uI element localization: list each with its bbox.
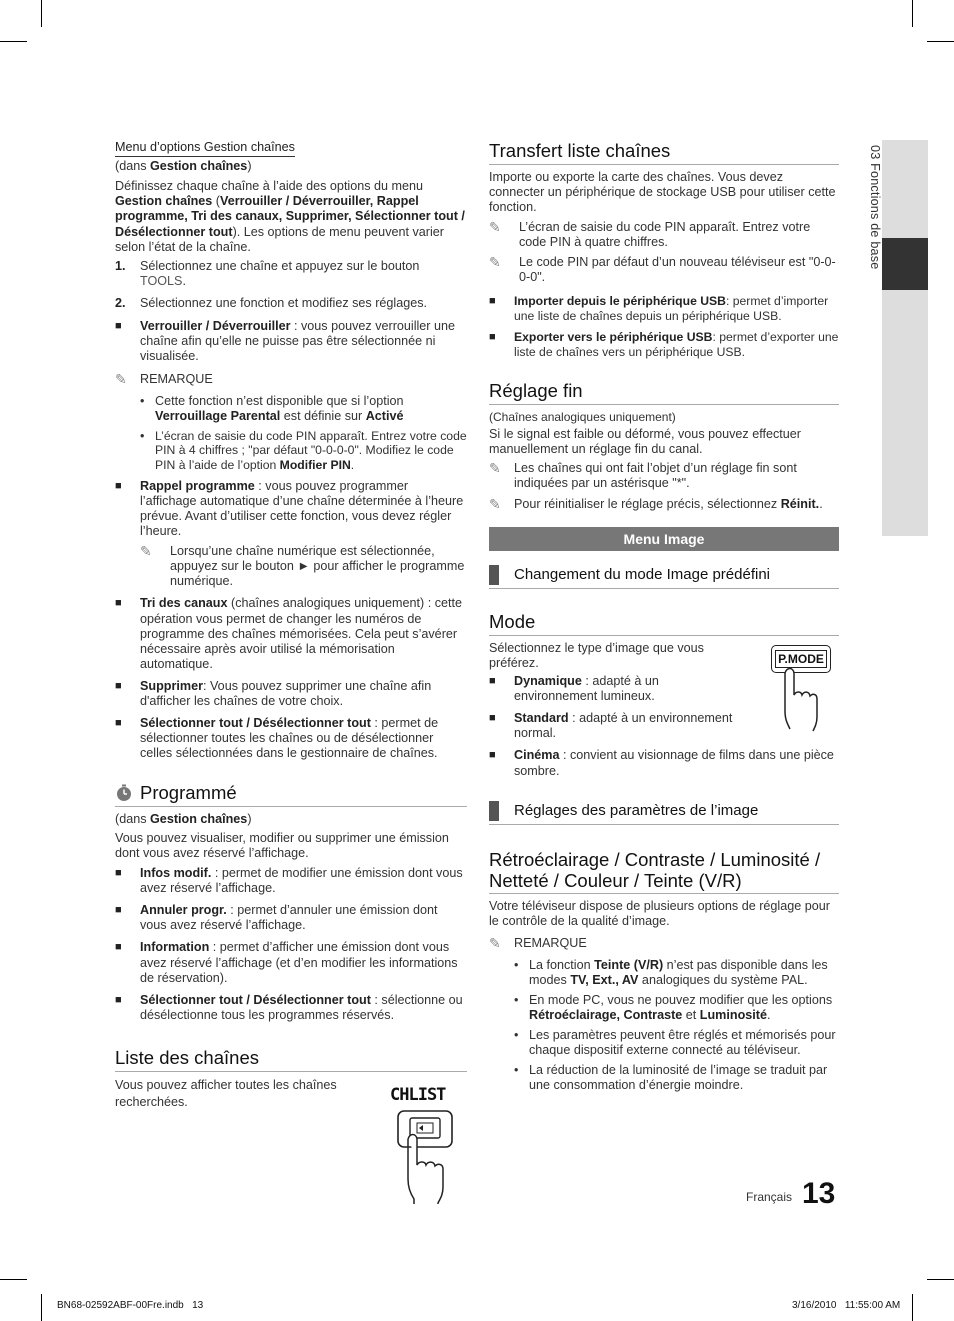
transfert-heading: Transfert liste chaînes <box>489 140 839 165</box>
menu-image-banner: Menu Image <box>489 527 839 551</box>
retro-intro: Votre téléviseur dispose de plusieurs options de réglage pour le contrôle de la qualité d’image. <box>489 899 830 929</box>
mode-block <box>489 641 839 779</box>
heading-bar <box>489 565 499 585</box>
timer-icon <box>116 784 132 802</box>
item-verrouiller: ■ Verrouiller / Déverrouiller : vous pouvez verrouiller une chaîne afin qu’elle ne puisse pas être sélectionnée ni visualisée. <box>115 319 456 364</box>
reglage-sub: (Chaînes analogiques uniquement) <box>489 409 676 424</box>
chapter-tab <box>882 140 928 536</box>
pencil-note-icon: ✎ <box>489 935 501 952</box>
square-bullet-icon: ■ <box>115 717 122 730</box>
bullet-item: • La fonction Teinte (V/R) n’est pas disponible dans les modes TV, Ext., AV analogiques du système PAL. <box>514 957 828 987</box>
crop-mark <box>912 1294 913 1321</box>
bullet-item: • En mode PC, vous ne pouvez modifier que les options Rétroéclairage, Contraste et Luminosité. <box>514 992 833 1022</box>
mode-heading: Mode <box>489 611 839 636</box>
liste-chaines-text: Vous pouvez afficher toutes les chaînes recherchées. <box>115 1078 337 1110</box>
programme-item: ■ Annuler progr. : permet d’annuler une émission dont vous avez réservé l’affichage. <box>115 903 438 933</box>
programme-item: ■ Sélectionner tout / Désélectionner tout : sélectionne ou désélectionne tous les programmes réservés. <box>115 992 463 1022</box>
bullet-item: • La réduction de la luminosité de l’image se traduit par une consommation d’énergie moindre. <box>514 1063 828 1093</box>
step-2: 2. Sélectionnez une fonction et modifiez ses réglages. <box>115 295 428 310</box>
liste-chaines-heading: Liste des chaînes <box>115 1047 467 1072</box>
pencil-note-icon: ✎ <box>489 460 501 477</box>
retro-heading: Rétroéclairage / Contraste / Luminosité / Netteté / Couleur / Teinte (V/R) <box>489 849 839 895</box>
bullet-item: • Cette fonction n’est disponible que si l’option Verrouillage Parental est définie sur Activé <box>140 393 404 423</box>
square-bullet-icon: ■ <box>115 904 122 917</box>
left-column <box>115 140 467 1207</box>
pencil-note-icon: ✎ <box>489 495 501 512</box>
mode-item: ■ Cinéma : convient au visionnage de films dans une pièce sombre. <box>489 748 834 778</box>
pencil-note-icon: ✎ <box>140 543 152 560</box>
reglage-intro: Si le signal est faible ou déformé, vous pouvez effectuer manuellement un réglage fin du canal. <box>489 427 801 457</box>
reglages-parametres-heading: Réglages des paramètres de l’image <box>489 801 839 825</box>
reglage-note: ✎ Les chaînes qui ont fait l’objet d’un réglage fin sont indiquées par un astérisque "*". <box>489 460 797 491</box>
chlist-button-label: CHLIST <box>390 1085 446 1106</box>
item-tri: ■ Tri des canaux (chaînes analogiques uniquement) : cette opération vous permet de changer les numéros de programme des chaînes mémorisées. Cela peut s’avérer nécessaire après avoir utilisé la mémorisation automatique. <box>115 596 463 671</box>
square-bullet-icon: ■ <box>115 867 122 880</box>
pmode-button-label: P.MODE <box>775 650 827 668</box>
crop-mark <box>927 41 954 42</box>
item-rappel: ■ Rappel programme : vous pouvez programmer l’affichage automatique d’une chaîne déterminée à l’heure prévue. Avant d’utiliser cette fonction, vous devez régler l’heure. <box>115 478 464 538</box>
square-bullet-icon: ■ <box>489 675 496 688</box>
chlist-remote-illustration <box>390 1085 460 1200</box>
crop-mark <box>0 1279 27 1280</box>
heading-bar <box>489 801 499 821</box>
mode-intro: Sélectionnez le type d’image que vous préférez. <box>489 640 704 670</box>
crop-mark <box>0 41 27 42</box>
square-bullet-icon: ■ <box>489 331 496 344</box>
remarque-note: ✎ REMARQUE <box>489 935 587 952</box>
footer-date: 3/16/2010 11:55:00 AM <box>792 1300 901 1311</box>
square-bullet-icon: ■ <box>115 479 122 492</box>
square-bullet-icon: ■ <box>489 749 496 762</box>
footer-file: BN68-02592ABF-00Fre.indb 13 <box>57 1300 204 1311</box>
menu-options-title: Menu d’options Gestion chaînes <box>115 140 295 157</box>
step-1: 1. Sélectionnez une chaîne et appuyez sur le bouton TOOLS. <box>115 258 420 288</box>
pencil-note-icon: ✎ <box>489 218 501 235</box>
chapter-tab-marker <box>882 238 928 290</box>
programme-item: ■ Information : permet d’afficher une émission dont vous avez réservé l’affichage (et d’en modifier les informations de réservation). <box>115 940 458 985</box>
intro-paragraph: Définissez chaque chaîne à l’aide des options du menu Gestion chaînes (Verrouiller / Déverrouiller, Rappel programme, Tri des canaux, Supprimer, Sélectionner tout / Désélectionner tout). Les options de menu peuvent varier selon l’état de la chaîne. <box>115 179 465 254</box>
page-number: 13 <box>802 1177 836 1210</box>
liste-chaines-block <box>115 1077 467 1207</box>
changement-heading: Changement du mode Image prédéfini <box>489 565 839 589</box>
right-column <box>489 140 839 1093</box>
square-bullet-icon: ■ <box>115 320 122 333</box>
square-bullet-icon: ■ <box>489 712 496 725</box>
reglage-fin-heading: Réglage fin <box>489 380 839 405</box>
item-supprimer: ■ Supprimer: Vous pouvez supprimer une chaîne afin d'afficher les chaînes de votre choix. <box>115 678 432 709</box>
mode-item: ■ Standard : adapté à un environnement normal. <box>489 711 733 741</box>
transfert-item: ■ Importer depuis le périphérique USB: permet d’importer une liste de chaînes depuis un périphérique USB. <box>489 293 829 323</box>
pencil-note-icon: ✎ <box>489 253 501 270</box>
language-label: Français <box>746 1190 793 1204</box>
transfert-note: ✎ L’écran de saisie du code PIN apparaît. Entrez votre code PIN à quatre chiffres. <box>489 218 811 249</box>
crop-mark <box>912 0 913 27</box>
bullet-item: • L’écran de saisie du code PIN apparaît. Entrez votre code PIN à 4 chiffres ; "par défaut "0-0-0-0". Modifiez le code PIN à l’aide de l’option Modifier PIN. <box>140 428 467 473</box>
rappel-note: ✎ Lorsqu’une chaîne numérique est sélectionnée, appuyez sur le bouton ► pour afficher le programme numérique. <box>140 543 465 589</box>
item-selectionner-tout: ■ Sélectionner tout / Désélectionner tout : permet de sélectionner toutes les chaînes ou de désélectionner celles sélectionnées dans le gestionnaire de chaînes. <box>115 716 439 761</box>
transfert-note: ✎ Le code PIN par défaut d’un nouveau téléviseur est "0-0-0-0". <box>489 253 836 284</box>
hand-press-icon <box>771 665 833 735</box>
square-bullet-icon: ■ <box>115 941 122 954</box>
crop-mark <box>927 1279 954 1280</box>
programme-intro: Vous pouvez visualiser, modifier ou supprimer une émission dont vous avez réservé l’affichage. <box>115 830 449 860</box>
dans-line: (dans Gestion chaînes) <box>115 159 252 174</box>
transfert-item: ■ Exporter vers le périphérique USB: permet d’exporter une liste de chaînes vers un périphérique USB. <box>489 330 839 359</box>
chapter-label: 03 Fonctions de base <box>868 145 882 270</box>
hand-press-icon <box>390 1109 460 1204</box>
programme-item: ■ Infos modif. : permet de modifier une émission dont vous avez réservé l’affichage. <box>115 866 463 896</box>
crop-mark <box>41 0 42 27</box>
bullet-item: • Les paramètres peuvent être réglés et mémorisés pour chaque dispositif externe connecté au téléviseur. <box>514 1028 836 1058</box>
square-bullet-icon: ■ <box>489 294 496 307</box>
remarque-note: ✎ REMARQUE <box>115 371 213 388</box>
reglage-note: ✎ Pour réinitialiser le réglage précis, sélectionnez Réinit.. <box>489 495 823 512</box>
pmode-remote-illustration <box>771 645 833 735</box>
square-bullet-icon: ■ <box>115 679 122 692</box>
programme-dans: (dans Gestion chaînes) <box>115 811 252 826</box>
pencil-note-icon: ✎ <box>115 371 127 388</box>
square-bullet-icon: ■ <box>115 597 122 610</box>
programme-heading: Programmé <box>115 782 467 807</box>
crop-mark <box>41 1294 42 1321</box>
square-bullet-icon: ■ <box>115 993 122 1006</box>
mode-item: ■ Dynamique : adapté à un environnement lumineux. <box>489 674 659 704</box>
transfert-intro: Importe ou exporte la carte des chaînes. Vous devez connecter un périphérique de stockage USB pour utiliser cette fonction. <box>489 170 836 215</box>
